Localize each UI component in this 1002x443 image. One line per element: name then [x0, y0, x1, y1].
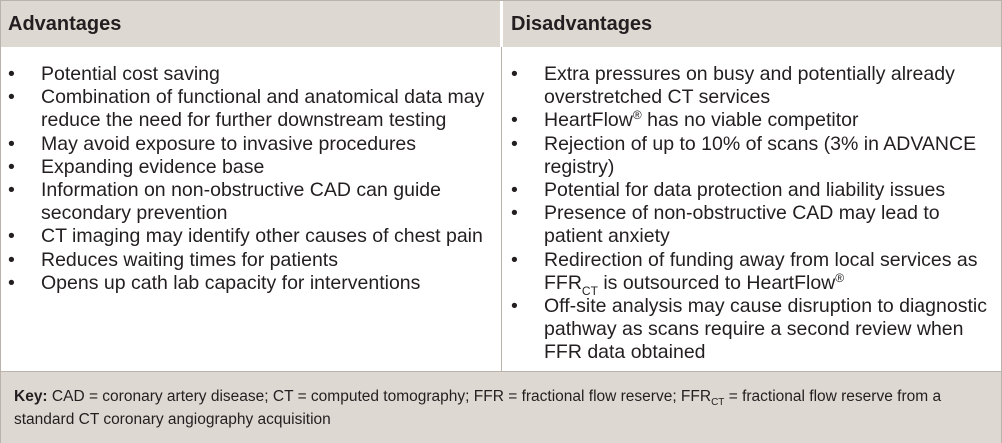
advantage-text: Potential cost saving — [41, 63, 220, 85]
advantage-item — [8, 156, 493, 179]
bullet-icon: • — [511, 109, 518, 132]
registered-mark: ® — [632, 108, 642, 123]
disadvantage-item — [511, 133, 996, 179]
disadvantage-text: Presence of non-obstructive CAD may lead to patient anxiety — [544, 202, 940, 248]
disadvantage-item — [511, 248, 996, 298]
heartflow-name: HeartFlow — [544, 109, 633, 132]
disadvantage-text: Redirection of funding away from local services as FFR — [544, 248, 978, 294]
bullet-icon: • — [8, 155, 15, 178]
advantage-item — [8, 63, 493, 86]
bullet-icon: • — [511, 295, 518, 318]
bullet-icon: • — [8, 271, 15, 294]
bullet-icon: • — [8, 63, 15, 85]
key-footnote — [1, 371, 1001, 443]
disadvantage-item — [511, 109, 996, 132]
bullet-icon: • — [8, 225, 15, 248]
advantage-item — [8, 225, 493, 248]
ffr-ct-subscript: CT — [581, 283, 598, 298]
header-column-divider — [500, 1, 503, 47]
advantage-text: Expanding evidence base — [41, 155, 265, 178]
advantage-item — [8, 133, 493, 156]
disadvantages-header: Disadvantages — [511, 13, 653, 35]
registered-mark: ® — [835, 270, 845, 285]
disadvantage-text: Potential for data protection and liability issues — [544, 179, 946, 202]
table-header-row — [1, 1, 1001, 47]
ffr-ct-subscript: CT — [711, 397, 725, 408]
disadvantage-item — [511, 63, 996, 109]
key-label: Key: — [14, 388, 48, 405]
disadvantage-text: Off-site analysis may cause disruption to diagnostic pathway as scans require a second review when FFR data obtained — [544, 295, 987, 364]
bullet-icon: • — [511, 248, 518, 271]
advantage-text: Information on non-obstructive CAD can guide secondary prevention — [41, 179, 441, 225]
disadvantage-text: Rejection of up to 10% of scans (3% in ADVANCE registry) — [544, 132, 977, 178]
bullet-icon: • — [511, 202, 518, 225]
advantage-item — [8, 86, 493, 132]
advantage-item — [8, 179, 493, 225]
disadvantages-list — [511, 63, 996, 365]
disadvantage-text: is outsourced to HeartFlow — [597, 271, 836, 294]
bullet-icon: • — [511, 179, 518, 202]
advantage-item — [8, 272, 493, 295]
column-divider — [501, 47, 502, 371]
bullet-icon: • — [511, 63, 518, 85]
advantage-text: May avoid exposure to invasive procedures — [41, 132, 417, 155]
disadvantage-item — [511, 202, 996, 248]
advantage-text: CT imaging may identify other causes of chest pain — [41, 225, 483, 248]
key-definitions: CAD = coronary artery disease; CT = computed tomography; FFR = fractional flow reserve; FFR — [47, 388, 712, 405]
advantages-list — [8, 63, 493, 295]
bullet-icon: • — [8, 132, 15, 155]
disadvantage-item — [511, 179, 996, 202]
key-definitions-cont: = fractional flow reserve from a standard CT coronary angiography acquisition — [14, 388, 942, 428]
advantage-text: Reduces waiting times for patients — [41, 248, 338, 271]
advantage-item — [8, 249, 493, 272]
advantage-text: Opens up cath lab capacity for interventions — [41, 271, 421, 294]
bullet-icon: • — [8, 179, 15, 202]
bullet-icon: • — [8, 86, 15, 109]
advantage-text: Combination of functional and anatomical data may reduce the need for further downstream testing — [41, 86, 485, 132]
key-text — [14, 385, 989, 431]
bullet-icon: • — [511, 132, 518, 155]
bullet-icon: • — [8, 248, 15, 271]
advantages-header: Advantages — [8, 13, 122, 35]
disadvantage-item — [511, 295, 996, 365]
disadvantage-text: has no viable competitor — [641, 109, 859, 132]
disadvantage-text: Extra pressures on busy and potentially already overstretched CT services — [544, 63, 955, 109]
